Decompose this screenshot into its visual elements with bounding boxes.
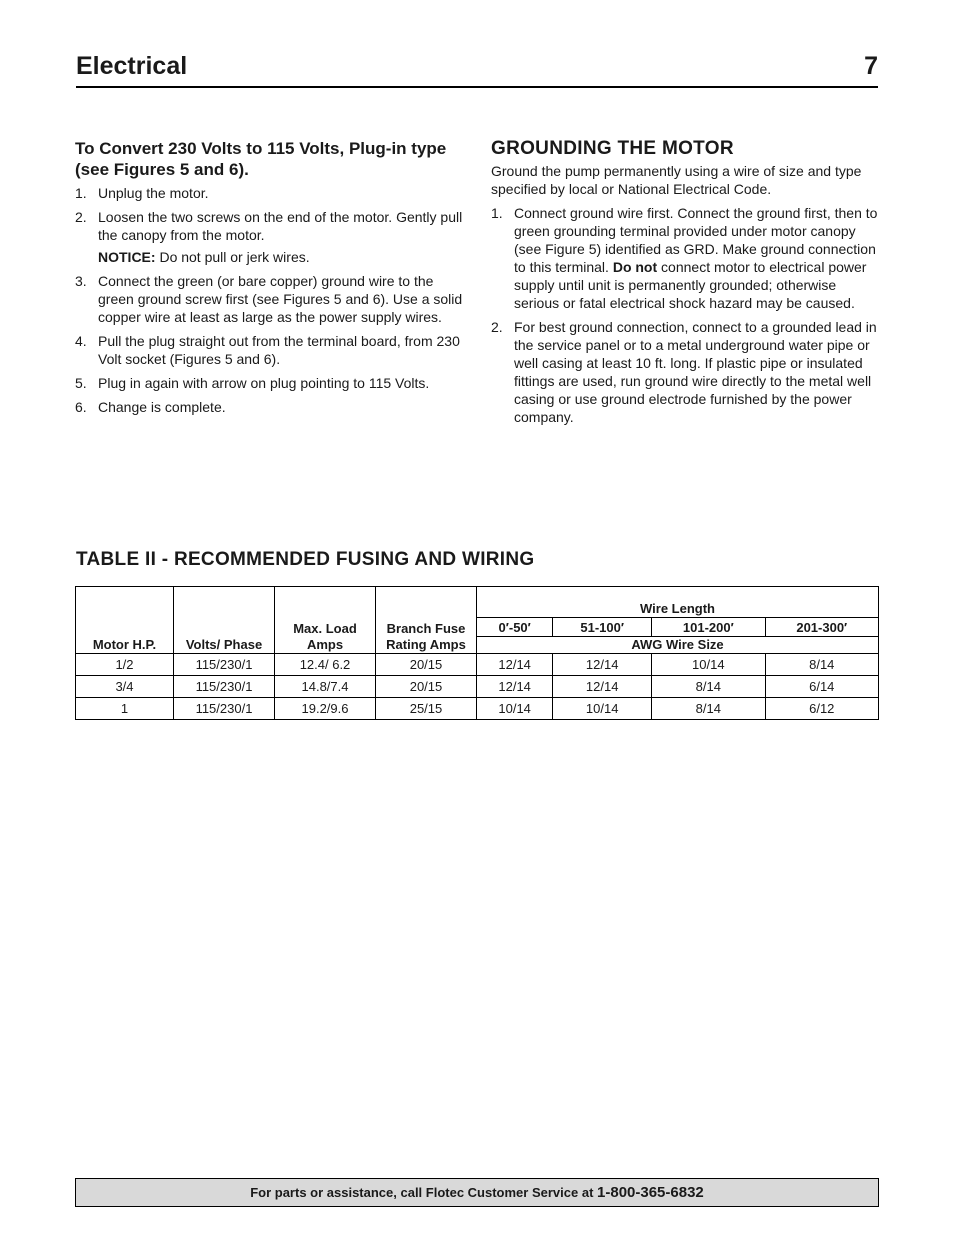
notice-label: NOTICE: [98, 249, 156, 265]
fusing-wiring-table [75, 586, 879, 720]
grounding-steps [491, 204, 879, 426]
list-item: 2. For best ground connection, connect to a grounded lead in the service panel or to a metal underground water pipe or well casing at least 10 ft. long. If plastic pipe or insulated fittings are used, run ground wire directly to the metal well casing or use ground electrode furnished by the power company. [491, 319, 877, 425]
list-item: 3. Connect the green (or bare copper) ground wire to the green ground screw first (see Figures 5 and 6). Use a solid copper wire at least as large as the power supply wires. [75, 273, 463, 325]
convert-section [75, 138, 467, 422]
header-length-range: 101-200′ [652, 618, 765, 637]
table-row: 3/4 115/230/1 14.8/7.4 20/15 12/14 12/14 8/14 6/14 [76, 676, 879, 698]
page-title: Electrical [76, 52, 188, 80]
list-item: 2. Loosen the two screws on the end of the motor. Gently pull the canopy from the motor. [75, 209, 463, 243]
header-volts-phase: Volts/ Phase [174, 587, 275, 654]
footer-phone: 1-800-365-6832 [597, 1184, 704, 1201]
footer-bar [75, 1178, 879, 1207]
notice-text: Do not pull or jerk wires. [155, 249, 310, 265]
list-item: 6. Change is complete. [75, 399, 226, 415]
notice [75, 248, 467, 266]
list-item: 1. Connect ground wire first. Connect the ground first, then to green grounding terminal provided under motor canopy (see Figure 5) identified as GRD. Make ground connection to this terminal. Do not connect motor to electrical power supply until unit is permanently grounded; otherwise serious or fatal electrical shock hazard may be caused. [491, 205, 878, 311]
list-item: 5. Plug in again with arrow on plug pointing to 115 Volts. [75, 375, 430, 391]
header-length-range: 0′-50′ [477, 618, 553, 637]
page-number: 7 [864, 52, 878, 80]
header-length-range: 201-300′ [765, 618, 878, 637]
header-max-load-amps: Max. Load Amps [275, 587, 376, 654]
header-branch-fuse: Branch Fuse Rating Amps [376, 587, 477, 654]
grounding-intro: Ground the pump permanently using a wire of size and type specified by local or National Electrical Code. [491, 163, 862, 197]
header-wire-length: Wire Length [477, 587, 879, 618]
header-awg: AWG Wire Size [477, 637, 879, 654]
table-title: TABLE II - RECOMMENDED FUSING AND WIRING [76, 549, 535, 570]
header-length-range: 51-100′ [553, 618, 652, 637]
footer-text: For parts or assistance, call Flotec Customer Service at [250, 1185, 598, 1200]
grounding-heading: GROUNDING THE MOTOR [491, 138, 734, 159]
table-row: 1/2 115/230/1 12.4/ 6.2 20/15 12/14 12/14 10/14 8/14 [76, 654, 879, 676]
page-header [76, 50, 878, 88]
grounding-section [491, 138, 879, 432]
convert-steps [75, 184, 467, 244]
list-item: 4. Pull the plug straight out from the terminal board, from 230 Volt socket (Figures 5 and 6). [75, 333, 460, 367]
table-row: 1 115/230/1 19.2/9.6 25/15 10/14 10/14 8/14 6/12 [76, 698, 879, 720]
list-item: 1. Unplug the motor. [75, 185, 209, 201]
header-motor-hp: Motor H.P. [76, 587, 174, 654]
convert-steps-continued [75, 272, 467, 416]
convert-heading: To Convert 230 Volts to 115 Volts, Plug-in type (see Figures 5 and 6). [75, 139, 447, 179]
